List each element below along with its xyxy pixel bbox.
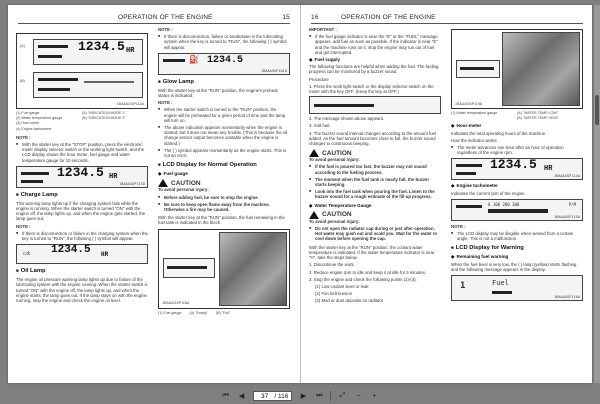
lcd-warning-heading: ■ LCD Display for Warning	[451, 244, 583, 252]
glow-lamp-text: With the starter key at the "RUN" position, the engine's preheat status is indicated.	[158, 87, 278, 99]
lcd-unit: HR	[109, 172, 118, 181]
water-step: 2. Reduce engine rpm to idle and keep it at idle for 5 minutes.	[309, 269, 427, 275]
page-title: OPERATION OF THE ENGINE	[341, 14, 436, 21]
tach-scale: 0 100 200 300	[488, 201, 520, 207]
total-pages: / 116	[274, 393, 289, 400]
figure-captions	[16, 111, 148, 132]
oil-lamp-heading: ■ Oil Lamp	[16, 267, 148, 275]
fig-code: 1BAAAGSP114A	[554, 174, 580, 179]
water-captions	[451, 111, 583, 121]
water-step: 1. Discontinue the work.	[309, 262, 355, 268]
tachometer-heading: ◆ Engine tachometer	[451, 183, 583, 188]
charge-note-text: ■ If there is disconnection or failure in the charging system when the key is turned to "RUN", the following ( ) symbol will appear.	[16, 231, 148, 241]
water-lcd	[456, 60, 500, 78]
scrollbar-thumb[interactable]	[595, 95, 599, 125]
caption: (B) "INDICATION MODE 2"	[82, 116, 126, 121]
fuel-gauge-figure	[158, 229, 290, 309]
toolbar-separator	[330, 391, 331, 401]
lcd-reading: 1234.5	[490, 157, 537, 173]
caution-item: ■ Look into the fuel tank when pouring the fuel. Listen to the buzzer sound for a rough estimate of the fill-up progress.	[309, 189, 441, 199]
dashboard-photo	[502, 32, 580, 106]
note-title: NOTE :	[158, 27, 173, 32]
fig-code: 1BAAAGSP115A	[554, 214, 580, 219]
right-column-2	[451, 27, 583, 304]
zoom-in-icon[interactable]: +	[372, 392, 377, 400]
note-title: NOTE :	[16, 134, 31, 140]
water-temp-heading: ◆ Water Temperature Gauge	[309, 203, 441, 208]
caption: (1) Fuel gauge	[158, 310, 182, 315]
caution-item: ■ If the fuel is poured too fast, the buzzer may not sound according to the fueling process.	[309, 164, 441, 174]
note-text: ■ With the starter key at the "STOP" position, press the electronic meter display selector switch or the working light switch, and the LCD display shows the hour meter, fuel gauge and water temperature gauge for 10 seconds.	[16, 142, 148, 163]
caption: (B) "WATER TEMP HIGH"	[517, 116, 559, 121]
right-page-header	[311, 11, 583, 24]
caution-lead: To avoid personal injury:	[158, 187, 209, 193]
hour-how: How the indicator works	[451, 137, 497, 143]
important-item: ■ If the fuel gauge indicator is near the "E" or the "FUEL" message appears, add fuel as soon as possible. If the indicator is near "E" and the machine runs on it, stop the engine may run out of fuel and get interrupted.	[309, 34, 441, 55]
lcd-unit: HR	[126, 47, 135, 55]
fig-code: 1BAAAGSP113A	[119, 181, 145, 186]
caution-item: ■ The moment when the fuel tank is nearly full, the buzzer starts beeping.	[309, 177, 441, 187]
procedure-step: 3. Add fuel.	[309, 123, 331, 129]
caption: (B) "Full"	[215, 310, 231, 315]
water-step: (2) Fan belt tension	[315, 291, 353, 297]
charge-lamp-text: This warning lamp lights up if the charging system fails while the engine is running. When the starter switch is turned "ON" with the engine off, the lamp lights up, and when the engine gets started, the lamp goes out.	[16, 200, 146, 222]
page-indicator	[253, 391, 293, 401]
fuel-lcd-figure	[309, 96, 441, 114]
fig-code: 1BAAAGSP101A	[261, 68, 287, 73]
caption: (A) "Empty"	[189, 310, 208, 315]
caution-lead: To avoid personal injury:	[309, 157, 360, 163]
lcd-reading: 1234.5	[207, 54, 244, 66]
charge-lcd-figure	[16, 244, 148, 264]
lcd-unit: HR	[101, 251, 109, 259]
meter-figure	[16, 33, 148, 109]
water-text: With the starter key at the "RUN" position, the coolant water temperature is indicated. If the water temperature indicator is near "H", take the steps below.	[309, 244, 435, 261]
caution-box	[309, 149, 441, 199]
remaining-fuel-text: When the fuel level is very low, the ( ) lamp (yellow) starts flashing and the following message appears in the display.	[451, 261, 577, 272]
caution-title: CAUTION	[322, 211, 352, 219]
fuel-lcd	[163, 258, 215, 278]
lcd-mode-1	[33, 39, 143, 65]
hour-item: ■ The meter advances one hour after an hour of operation regardless of the engine rpm.	[451, 145, 583, 155]
water-step: 3. Stop the engine and check the following points (1)-(3).	[309, 276, 417, 282]
page-number: 15	[282, 14, 290, 21]
left-column-2	[158, 27, 290, 316]
caution-box	[309, 211, 441, 242]
fig-number: 1	[460, 281, 466, 292]
caption: (A) "INDICATION MODE 1"	[82, 111, 126, 115]
caution-item: ■ Before adding fuel, be sure to stop the engine.	[158, 195, 290, 200]
fig-code: 1BAAAGSP119A	[455, 101, 483, 106]
fuel-message: Fuel	[492, 279, 509, 288]
caution-title: CAUTION	[322, 149, 352, 157]
fuel-supply-heading: ◆ Fuel supply	[309, 57, 441, 62]
caution-box	[158, 179, 290, 212]
fig-code: 1BAAAGSP116A	[554, 294, 580, 299]
lcd-reading: 1234.5	[78, 39, 125, 54]
tach-unit: P/M	[568, 201, 576, 207]
pdf-toolbar	[0, 388, 600, 404]
caution-title: CAUTION	[171, 179, 201, 187]
glow-lamp-heading: ■ Glow Lamp	[158, 78, 290, 86]
note-text: ■ If there is disconnection, failure or breakdown in the lubricating system when the key is turned to "RUN", the following ( ) symbol will appear.	[158, 34, 290, 50]
next-page-icon[interactable]: ▶	[300, 393, 307, 400]
warning-icon	[309, 211, 319, 219]
oil-lcd-figure	[158, 53, 290, 75]
caption: (A) "WATER TEMP LOW"	[517, 111, 558, 115]
note-title: NOTE :	[451, 223, 466, 229]
warning-icon	[309, 149, 319, 157]
fuel-text: With the starter key at the "RUN" position, the fuel remaining in the fuel tank is indicated in the block.	[158, 215, 285, 226]
caution-item: ■ Be sure to keep open flame away from the machine. Otherwise a fire may be caused.	[158, 202, 290, 212]
important-title: IMPORTANT :	[309, 27, 337, 32]
note-item: ■ The ( ) symbol appears momentarily as the engine starts. This is not an error.	[158, 148, 290, 158]
fuel-captions	[158, 311, 290, 316]
oil-lamp-text: The engine oil pressure warning lamp lights up due to failure of the lubricating system with the engine running. When the starter switch is turned "ON" with the engine off, the lamp lights up, and when the engine starts, the lamp goes out. If the lamp stays on with the engine running, stop the engine and check the engine oil level.	[16, 277, 148, 304]
note-title: NOTE :	[158, 100, 173, 106]
water-temp-figure	[451, 29, 583, 109]
fig-code: 1BAAAGSP113A	[116, 101, 144, 106]
left-page-header	[18, 11, 290, 24]
fig-label-b: (B)	[20, 79, 25, 83]
note-title: NOTE :	[16, 223, 31, 229]
procedure-title: Procedure	[309, 76, 329, 82]
procedure-step: 1. Press the work light switch or the display selector switch on the meter with the key OFF. (Keep the key at OFF.)	[309, 83, 434, 95]
water-step: (1) Low coolant level or leak	[315, 283, 369, 289]
battery-icon: ▭±	[23, 250, 31, 258]
right-page	[301, 5, 593, 383]
fig-code: 1BAAAGSP118A	[162, 301, 190, 306]
hour-lcd-figure	[451, 158, 583, 180]
caption: (3) Hour meter	[16, 121, 40, 126]
charge-lamp-heading: ■ Charge Lamp	[16, 191, 148, 199]
page-spread	[8, 5, 592, 383]
caption: (1) Fuel gauge	[16, 111, 40, 115]
page-number: 16	[311, 14, 319, 21]
lcd-figure-2	[16, 166, 148, 188]
procedure-step: 4. The buzzer sound interval changes according to the amount fuel added. As the fuel amount becomes close to full, the buzzer sound changes to continuous beeping.	[309, 130, 436, 147]
fuel-warning-figure	[451, 275, 583, 301]
hour-meter-text: Indicates the total operating hours of the machine.	[451, 130, 547, 136]
water-step: (3) Mud or dust deposits on radiator	[315, 298, 384, 304]
hour-meter-heading: ◆ Hour-meter	[451, 123, 583, 128]
tachometer-text: Indicates the current rpm of the engine.	[451, 190, 526, 196]
note-item: ■ The above indication appears momentarily when the engine is started, but it does not mean any trouble. (This is because the oil change sensor output becomes unstable when the engine is started.)	[158, 125, 290, 146]
left-column-1	[16, 27, 148, 305]
last-page-icon[interactable]: ⏭	[316, 392, 323, 399]
dashboard-photo	[219, 232, 287, 306]
caption: (2) Water temperature gauge	[16, 116, 63, 121]
procedure-step: 2. The message shown above appears.	[309, 116, 385, 122]
fit-page-icon[interactable]: ⤢	[339, 392, 346, 399]
previous-page-icon[interactable]: ◀	[238, 393, 245, 400]
right-column-1	[309, 27, 441, 306]
warning-icon	[158, 179, 168, 187]
vertical-scrollbar[interactable]	[594, 5, 600, 383]
caution-item: ■ Do not open the radiator cap during or just after operation. Hot water may gush out and scald you. Wait for the water to cool down before opening the cap.	[309, 226, 441, 242]
page-title: OPERATION OF THE ENGINE	[118, 14, 213, 21]
fig-label-a: (A)	[20, 44, 25, 48]
fuel-supply-text: The following functions are helpful when adding the fuel. The fueling progress can be monitored by a buzzer sound.	[309, 64, 439, 75]
page-number-input[interactable]	[257, 393, 273, 400]
caution-lead: To avoid personal injury:	[309, 218, 360, 224]
remaining-fuel-heading: ◆ Remaining fuel warning	[451, 254, 583, 259]
lcd-reading: 1234.5	[57, 164, 104, 180]
oil-can-icon: ⛽	[189, 54, 199, 64]
first-page-icon[interactable]: ⏮	[222, 392, 229, 399]
lcd-mode-2	[33, 72, 143, 98]
left-page	[8, 5, 300, 383]
lcd-reading: 1234.5	[51, 244, 91, 257]
zoom-out-icon[interactable]: −	[356, 392, 361, 400]
lcd-unit: HR	[544, 165, 553, 174]
lcd-normal-heading: ■ LCD Display for Normal Operation	[158, 161, 290, 169]
note-text: ■ The LCD display may be illegible when viewed from a certain angle. This is not a malfunction.	[451, 231, 583, 241]
fuel-gauge-heading: ◆ Fuel gauge	[158, 171, 290, 176]
note-item: ■ When the starter switch is turned to the "RUN" position, the engine will be preheated for a given period of time and the lamp will turn on.	[158, 107, 290, 123]
caption: (1) Water temperature gauge	[451, 111, 498, 115]
tach-lcd-figure	[451, 199, 583, 221]
caption: (4) Engine tachometer	[16, 126, 52, 131]
